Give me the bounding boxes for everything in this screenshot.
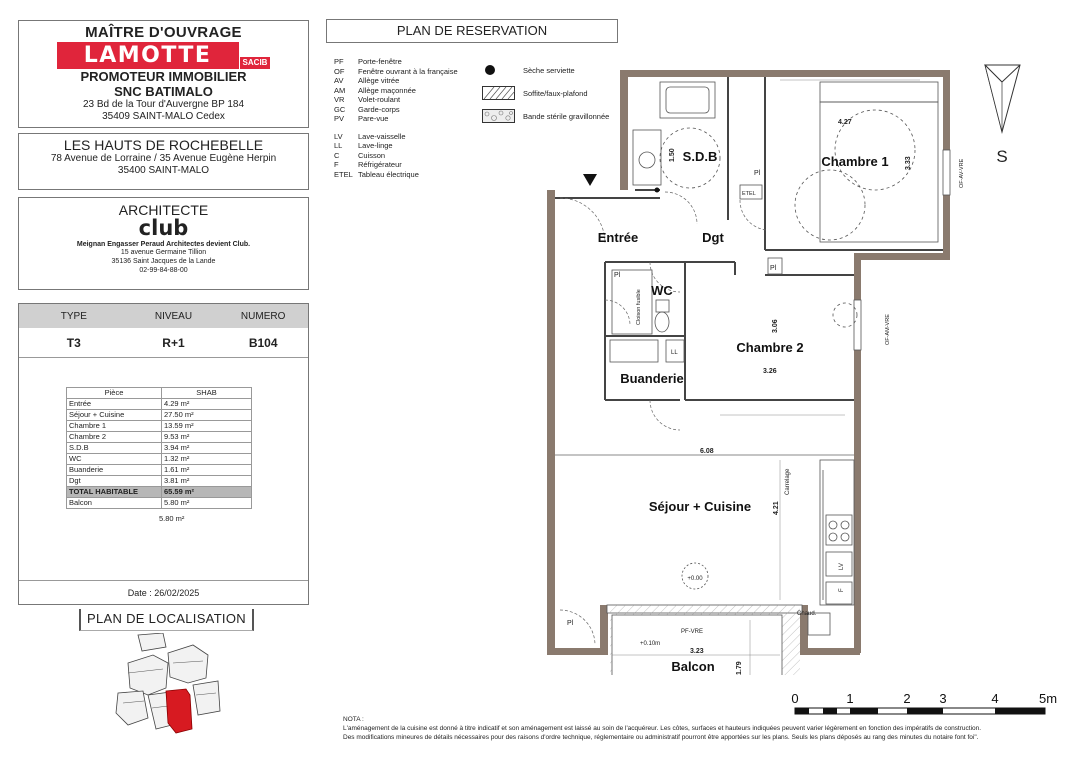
legend-abbr: C [334, 150, 340, 160]
entry-arrow-icon [583, 174, 597, 186]
localisation-title: PLAN DE LOCALISATION [79, 609, 254, 631]
abbreviation-legend [334, 57, 458, 179]
architect-phone: 02-99-84-88-00 [139, 267, 188, 274]
table-row [67, 454, 252, 465]
scale-tick-label: 4 [991, 691, 999, 706]
balcon-value: 5.80 m² [162, 498, 252, 509]
compass-letter: S [996, 147, 1008, 166]
compass-icon [980, 60, 1025, 170]
piece-cell: Dgt [67, 476, 162, 487]
nota-title: NOTA : [343, 716, 364, 723]
room-chambre-1: Chambre 1 [821, 154, 889, 169]
developer-block [18, 20, 309, 128]
legend-abbr: OF [334, 66, 345, 76]
legend-abbr: F [334, 160, 339, 169]
room-entree: Entrée [597, 230, 639, 245]
legend-label: Tableau électrique [358, 169, 419, 179]
legend-label: Cuisson [358, 150, 386, 160]
developer-address-1: 23 Bd de la Tour d'Auvergne BP 184 [82, 99, 245, 110]
legend-item [334, 160, 458, 170]
dim-chambre1-height: 3.33 [905, 156, 912, 170]
piece-cell: Entrée [67, 399, 162, 410]
piece-cell: Séjour + Cuisine [67, 410, 162, 421]
legend-abbr: PF [334, 57, 344, 66]
wall-step [860, 253, 950, 260]
legend-abbr: AM [334, 85, 346, 95]
architect-logo: club [138, 216, 189, 240]
piece-cell: Chambre 2 [67, 432, 162, 443]
architect-address-2: 35136 Saint Jacques de la Lande [111, 258, 216, 265]
room-chambre-2: Chambre 2 [736, 340, 804, 355]
dim-sejour-width: 6.08 [700, 448, 714, 455]
legend-abbr: GC [334, 104, 346, 114]
legend-abbr: VR [334, 95, 345, 104]
shab-cell: 4.29 m² [162, 399, 252, 410]
wall-north [620, 70, 950, 77]
project-name: LES HAUTS DE ROCHEBELLE [63, 137, 264, 153]
niveau-header: NIVEAU [154, 310, 193, 322]
piece-cell: WC [67, 454, 162, 465]
total-label: TOTAL HABITABLE [67, 487, 162, 498]
floor-plan [540, 55, 1020, 675]
lot-values-row [19, 328, 308, 358]
table-row [67, 465, 252, 476]
lot-header-row [19, 304, 308, 328]
architect-block [18, 197, 309, 290]
project-address-2: 35400 SAINT-MALO [117, 165, 210, 176]
legend-label: Lave-vaisselle [358, 131, 406, 141]
nota-line-2: Des modifications mineures de détails nécessaires pour des raisons d'ordre technique, réglementaire ou administratif pourront être apportées sur les plans. Seuls les plans déposés au rang des minutes du notaire font foi". [343, 734, 979, 741]
scale-tick-label: 0 [791, 691, 799, 706]
legend-item [334, 105, 458, 115]
table-row [67, 421, 252, 432]
label-pl: Pl [614, 272, 621, 279]
legend-label: Réfrigérateur [358, 160, 402, 169]
label-carrelage: Carrelage [785, 468, 791, 495]
piece-cell: Chambre 1 [67, 421, 162, 432]
scale-tick-label: 2 [903, 691, 911, 706]
legend-label: Pare-vue [358, 114, 389, 123]
table-row [67, 443, 252, 454]
dim-chambre2-height: 3.06 [772, 319, 779, 333]
legend-label: Volet-roulant [358, 95, 401, 104]
wall-west [547, 190, 555, 655]
label-pf-vre: PF-VRE [681, 629, 704, 635]
balcon-row [67, 498, 252, 509]
label-etel: ETEL [742, 191, 756, 197]
plan-date: Date : 26/02/2025 [19, 580, 308, 604]
legend-item [334, 114, 458, 124]
shab-cell: 9.53 m² [162, 432, 252, 443]
soffit-hatch-icon [482, 86, 516, 100]
legend-item [334, 86, 458, 96]
legend-item [334, 170, 458, 180]
total-value: 65.59 m² [162, 487, 252, 498]
room-buanderie: Buanderie [620, 371, 684, 386]
dim-chambre2-width: 3.26 [763, 368, 777, 375]
scale-tick-label: 5m [1038, 691, 1058, 706]
legend-label: Allège maçonnée [358, 85, 416, 95]
label-chaud: Chaud. [797, 611, 817, 617]
level-sejour: +0.00 [687, 576, 703, 582]
label-of-am-vre: OF-AM-VRE [885, 314, 891, 345]
scale-tick-label: 1 [846, 691, 854, 706]
dim-chambre1-width: 4.27 [838, 119, 852, 126]
legend-seche-label: Sèche serviette [523, 65, 575, 75]
piece-cell: S.D.B [67, 443, 162, 454]
extra-surface-value: 5.80 m² [159, 514, 185, 523]
table-row [67, 432, 252, 443]
shab-cell: 1.32 m² [162, 454, 252, 465]
scale-bar [790, 688, 1065, 718]
legend-label: Garde-corps [358, 104, 400, 114]
legend-item [334, 95, 458, 105]
legend-abbr: PV [334, 114, 345, 123]
promoter-label: PROMOTEUR IMMOBILIER [80, 69, 247, 84]
shab-cell: 13.59 m² [162, 421, 252, 432]
nota-line-1: L'aménagement de la cuisine est donné à titre indicatif et son aménagement est laissé au soin de l'acquéreur. Les côtes, surfaces et hauteurs indiquées peuvent varier légèrement en fonction des impératifs de construction. [343, 725, 982, 732]
maitre-ouvrage-title: MAÎTRE D'OUVRAGE [85, 24, 242, 41]
type-value: T3 [66, 335, 81, 350]
label-lv: LV [839, 563, 845, 570]
dim-balcon-height: 1.79 [736, 661, 743, 675]
towel-dryer-icon [655, 188, 660, 193]
legend-abbr: LL [334, 141, 343, 150]
towel-dryer-icon [482, 64, 506, 76]
lamotte-logo [19, 42, 308, 69]
wall-sdb-west [620, 70, 628, 190]
balcon-label: Balcon [67, 498, 162, 509]
dim-sejour-height: 4.21 [773, 501, 780, 515]
numero-value: B104 [248, 335, 278, 350]
label-f: F [839, 588, 845, 592]
label-pl: Pl [567, 620, 574, 627]
legend-soffite-label: Soffite/faux-plafond [523, 88, 588, 98]
gravel-strip-icon [482, 109, 516, 123]
nota-note [343, 715, 1043, 742]
architect-name: Meignan Engasser Peraud Architectes devient Club. [76, 241, 251, 248]
numero-header: NUMERO [240, 310, 286, 322]
legend-abbr: ETEL [334, 169, 353, 179]
localisation-map [108, 633, 226, 741]
level-balcon: +0.10m [640, 641, 661, 647]
room-wc: WC [651, 283, 673, 298]
legend-item [334, 141, 458, 151]
plan-title: PLAN DE RESERVATION [326, 19, 618, 43]
legend-label: Lave-linge [358, 141, 393, 150]
legend-bande-label: Bande stérile gravillonnée [523, 111, 610, 121]
legend-item [334, 151, 458, 161]
table-header [67, 388, 252, 399]
shab-cell: 3.81 m² [162, 476, 252, 487]
logo-text: LAMOTTE [57, 42, 239, 69]
wall-south-west [547, 648, 607, 655]
table-row [67, 410, 252, 421]
shab-cell: 3.94 m² [162, 443, 252, 454]
architect-address-1: 15 avenue Germaine Tillion [120, 249, 207, 256]
legend-label: Allège vitrée [358, 76, 400, 85]
surface-table [66, 387, 252, 509]
label-ll: LL [671, 350, 678, 356]
col-piece: Pièce [67, 388, 162, 399]
shab-cell: 27.50 m² [162, 410, 252, 421]
room-dgt: Dgt [702, 230, 724, 245]
company-name: SNC BATIMALO [114, 84, 213, 99]
logo-sacib: SACIB [240, 57, 271, 69]
dim-balcon-width: 3.23 [690, 648, 704, 655]
total-row [67, 487, 252, 498]
legend-label: Porte-fenêtre [358, 57, 402, 66]
developer-address-2: 35409 SAINT-MALO Cedex [102, 111, 225, 122]
legend-item [334, 76, 458, 86]
label-of-av-vre: OF-AV-VRE [959, 158, 965, 188]
label-cloison: Cloison fusible [636, 289, 642, 325]
type-header: TYPE [60, 310, 87, 322]
legend-item [334, 57, 458, 67]
table-row [67, 476, 252, 487]
legend-label: Fenêtre ouvrant à la française [358, 66, 458, 76]
col-shab: SHAB [162, 388, 252, 399]
wall-south-east [800, 648, 860, 655]
piece-cell: Buanderie [67, 465, 162, 476]
label-pl: Pl [754, 170, 761, 177]
table-row [67, 399, 252, 410]
legend-abbr: AV [334, 76, 344, 85]
niveau-value: R+1 [162, 335, 185, 350]
label-pl: Pl [770, 265, 777, 272]
legend-item [334, 67, 458, 77]
project-block [18, 133, 309, 190]
legend-item [334, 132, 458, 142]
building-locator [166, 689, 192, 733]
architect-title: ARCHITECTE [118, 202, 209, 218]
legend-abbr: LV [334, 131, 343, 141]
room-sdb: S.D.B [682, 149, 718, 164]
scale-tick-label: 3 [939, 691, 947, 706]
lot-info-block [18, 303, 309, 605]
room-sejour: Séjour + Cuisine [648, 499, 752, 514]
shab-cell: 1.61 m² [162, 465, 252, 476]
dim-sdb: 1.50 [669, 148, 676, 162]
project-address-1: 78 Avenue de Lorraine / 35 Avenue Eugène Herpin [50, 153, 277, 164]
room-balcon: Balcon [671, 659, 715, 674]
